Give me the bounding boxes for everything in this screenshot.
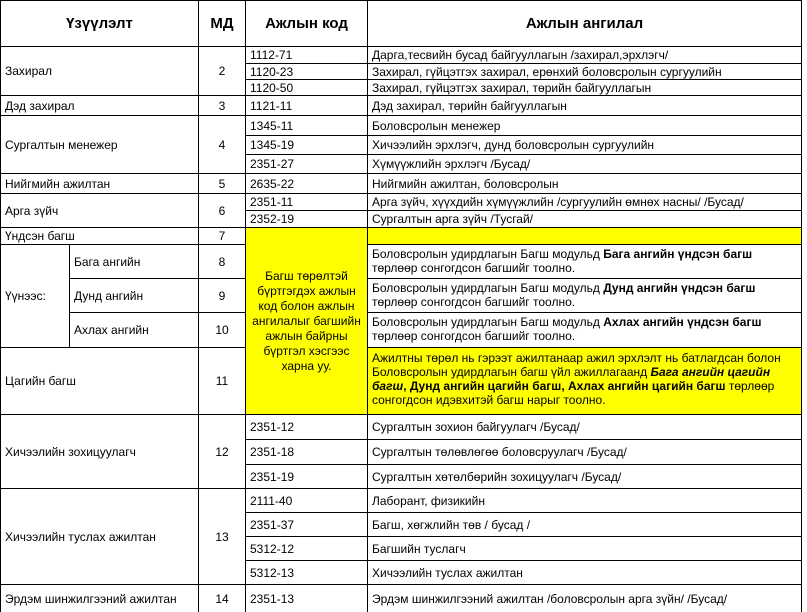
job-code: 1345-11 xyxy=(246,116,368,136)
job-code: 2351-19 xyxy=(246,465,368,489)
position-hourly: Цагийн багш xyxy=(0,348,199,415)
job-class: Захирал, гүйцэтгэх захирал, төрийн байгууллагын xyxy=(368,80,802,96)
job-code: 1120-23 xyxy=(246,64,368,80)
md-cell: 2 xyxy=(199,47,246,96)
bold-text: Ахлах ангийн үндсэн багш xyxy=(603,315,762,329)
position-researcher: Эрдэм шинжилгээний ажилтан xyxy=(0,585,199,612)
job-class: Боловсролын менежер xyxy=(368,116,802,136)
position-assistant: Хичээлийн туслах ажилтан xyxy=(0,489,199,585)
header-position: Үзүүлэлт xyxy=(0,0,199,47)
text: төрлөөр сонгогдсон багшийг тоолно. xyxy=(372,329,576,343)
job-code: 2351-18 xyxy=(246,440,368,465)
md-cell: 4 xyxy=(199,116,246,174)
md-cell: 3 xyxy=(199,96,246,116)
job-code: 5312-13 xyxy=(246,561,368,585)
text: Боловсролын удирдлагын Багш модульд xyxy=(372,247,604,261)
md-cell: 6 xyxy=(199,194,246,228)
job-code: 2351-37 xyxy=(246,513,368,537)
position-manager: Сургалтын менежер xyxy=(0,116,199,174)
job-class: Дэд захирал, төрийн байгууллагын xyxy=(368,96,802,116)
job-code: 1121-11 xyxy=(246,96,368,116)
md-cell: 8 xyxy=(199,245,246,279)
md-cell: 10 xyxy=(199,313,246,348)
bold-text: Дунд ангийн үндсэн багш xyxy=(603,281,756,295)
job-class: Хүмүүжлийн эрхлэгч /Бусад/ xyxy=(368,155,802,174)
header-job-class: Ажлын ангилал xyxy=(368,0,802,47)
text: төрлөөр сонгогдсон багшийг тоолно. xyxy=(372,295,576,309)
position-primary: Бага ангийн xyxy=(70,245,199,279)
job-class: Сургалтын арга зүйч /Тусгай/ xyxy=(368,211,802,228)
job-code: 2351-11 xyxy=(246,194,368,211)
position-methodologist: Арга зүйч xyxy=(0,194,199,228)
job-code: 2111-40 xyxy=(246,489,368,513)
job-class: Сургалтын төлөвлөгөө боловсруулагч /Бусад/ xyxy=(368,440,802,465)
text: Боловсролын удирдлагын Багш модульд xyxy=(372,281,604,295)
job-class: Багшийн туслагч xyxy=(368,537,802,561)
position-social-worker: Нийгмийн ажилтан xyxy=(0,174,199,194)
text: Боловсролын удирдлагын Багш модульд xyxy=(372,315,604,329)
job-code: 5312-12 xyxy=(246,537,368,561)
job-code: 2352-19 xyxy=(246,211,368,228)
md-cell: 9 xyxy=(199,279,246,313)
bold-text: Дунд ангийн цагийн багш xyxy=(409,379,562,393)
md-cell: 5 xyxy=(199,174,246,194)
label-of-which: Үүнээс: xyxy=(0,245,70,348)
job-class: Арга зүйч, хүүхдийн хүмүүжлийн /сургуулийн өмнөх насны/ /Бусад/ xyxy=(368,194,802,211)
position-vice-director: Дэд захирал xyxy=(0,96,199,116)
job-class: Эрдэм шинжилгээний ажилтан /боловсролын арга зүйн/ /Бусад/ xyxy=(368,585,802,612)
job-code: 2351-27 xyxy=(246,155,368,174)
md-cell: 7 xyxy=(199,228,246,245)
position-main-teacher: Үндсэн багш xyxy=(0,228,199,245)
teacher-note: Багш төрөлтэй бүртгэгдэх ажлын код болон ажлын ангилалыг багшийн ажлын байрны бүртгэл хэсгээс харна уу. xyxy=(246,228,368,415)
job-class-middle xyxy=(368,279,802,313)
bold-text: Бага ангийн цагийн багш xyxy=(372,365,771,393)
header-md: МД xyxy=(199,0,246,47)
job-class-hourly xyxy=(368,348,802,415)
position-high: Ахлах ангийн xyxy=(70,313,199,348)
job-class: Дарга,тесвийн бусад байгууллагын /захирал,эрхлэгч/ xyxy=(368,47,802,64)
job-code: 2635-22 xyxy=(246,174,368,194)
job-class: Нийгмийн ажилтан, боловсролын xyxy=(368,174,802,194)
bold-text: Бага ангийн үндсэн багш xyxy=(603,247,753,261)
text: төрлөөр сонгогдсон идэвхитэй багш нарыг тоолно. xyxy=(372,379,775,407)
job-class: Лаборант, физикийн xyxy=(368,489,802,513)
md-cell: 12 xyxy=(199,415,246,489)
header-job-code: Ажлын код xyxy=(246,0,368,47)
md-cell: 11 xyxy=(199,348,246,415)
job-class: Сургалтын хөтөлбөрийн зохицуулагч /Бусад/ xyxy=(368,465,802,489)
job-code: 1345-19 xyxy=(246,136,368,155)
md-cell: 13 xyxy=(199,489,246,585)
position-director: Захирал xyxy=(0,47,199,96)
text: төрлөөр сонгогдсон багшийг тоолно. xyxy=(372,261,576,275)
job-class-high xyxy=(368,313,802,348)
position-coordinator: Хичээлийн зохицуулагч xyxy=(0,415,199,489)
job-class: Багш, хөгжлийн төв / бусад / xyxy=(368,513,802,537)
job-class: Хичээлийн туслах ажилтан xyxy=(368,561,802,585)
sep: , xyxy=(561,379,568,393)
job-class: Сургалтын зохион байгуулагч /Бусад/ xyxy=(368,415,802,440)
text: Ажилтны төрөл нь гэрээт ажилтанаар ажил эрхлэлт нь батлагдсан болон Боловсролын удирдлагын багш үйл ажиллагаанд xyxy=(372,351,781,379)
job-class-primary xyxy=(368,245,802,279)
job-class: Хичээлийн эрхлэгч, дунд боловсролын сургуулийн xyxy=(368,136,802,155)
bold-text: Ахлах ангийн цагийн багш xyxy=(567,379,726,393)
job-class: Захирал, гүйцэтгэх захирал, ерөнхий боловсролын сургуулийн xyxy=(368,64,802,80)
job-class-empty xyxy=(368,228,802,245)
job-code: 2351-13 xyxy=(246,585,368,612)
job-code: 1112-71 xyxy=(246,47,368,64)
sep: , xyxy=(403,379,410,393)
job-code: 2351-12 xyxy=(246,415,368,440)
md-cell: 14 xyxy=(199,585,246,612)
position-middle: Дунд ангийн xyxy=(70,279,199,313)
job-code: 1120-50 xyxy=(246,80,368,96)
